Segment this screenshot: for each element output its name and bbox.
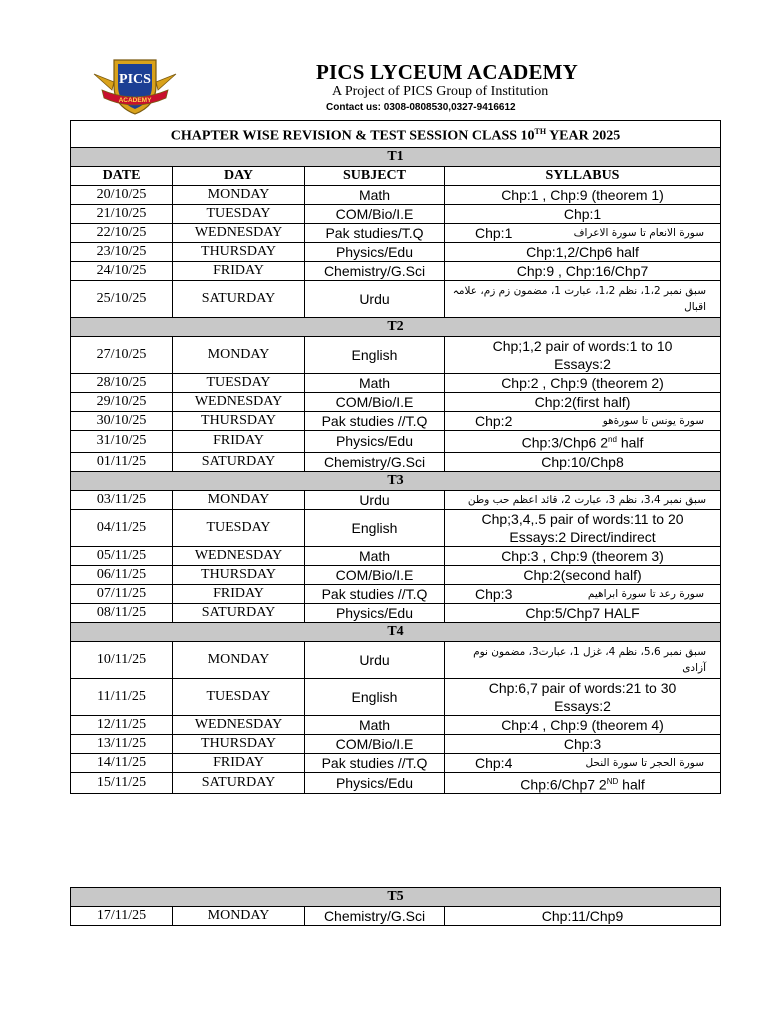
day-cell: THURSDAY <box>173 565 305 584</box>
term-label: T5 <box>71 888 721 907</box>
day-cell: FRIDAY <box>173 753 305 772</box>
subject-cell: English <box>305 678 445 715</box>
table-row <box>71 243 721 262</box>
table-title-sup: TH <box>534 126 547 136</box>
table-row <box>71 734 721 753</box>
syllabus-line: Essays:2 <box>554 356 611 372</box>
date-cell: 17/11/25 <box>71 907 173 926</box>
date-cell: 01/11/25 <box>71 452 173 471</box>
subject-cell: Urdu <box>305 641 445 678</box>
table-row <box>71 584 721 603</box>
day-cell: FRIDAY <box>173 584 305 603</box>
day-cell: THURSDAY <box>173 734 305 753</box>
day-cell: MONDAY <box>173 907 305 926</box>
day-cell: TUESDAY <box>173 374 305 393</box>
date-cell: 07/11/25 <box>71 584 173 603</box>
subject-cell: Physics/Edu <box>305 431 445 453</box>
syllabus-chapter: Chp:2 <box>475 413 513 429</box>
syllabus-line: Chp:6,7 pair of words:21 to 30 <box>488 679 677 696</box>
syllabus-cell: Chp:11/Chp9 <box>445 907 721 926</box>
table-title <box>71 121 721 148</box>
syllabus-urdu: سورة الانعام تا سورة الاعراف <box>573 227 705 239</box>
date-cell: 08/11/25 <box>71 603 173 622</box>
subject-cell: Pak studies //T.Q <box>305 584 445 603</box>
syllabus-cell <box>445 641 721 678</box>
syllabus-cell: Chp:10/Chp8 <box>445 452 721 471</box>
syllabus-cell: Chp:1,2/Chp6 half <box>445 243 721 262</box>
syllabus-cell: Chp:3 , Chp:9 (theorem 3) <box>445 546 721 565</box>
syllabus-text: Chp:6/Chp7 2 <box>520 776 607 793</box>
header-row <box>71 167 721 186</box>
table-row <box>71 546 721 565</box>
subject-cell: Math <box>305 374 445 393</box>
day-cell: THURSDAY <box>173 412 305 431</box>
syllabus-tail: half <box>616 434 644 451</box>
day-cell: SATURDAY <box>173 452 305 471</box>
syllabus-line: Essays:2 <box>554 697 611 714</box>
day-cell: WEDNESDAY <box>173 715 305 734</box>
syllabus-cell <box>445 490 721 509</box>
subject-cell: COM/Bio/I.E <box>305 734 445 753</box>
syllabus-cell <box>445 431 721 453</box>
academy-logo <box>92 56 178 118</box>
schedule-table-t5 <box>70 887 721 926</box>
date-cell: 22/10/25 <box>71 224 173 243</box>
subject-cell: COM/Bio/I.E <box>305 565 445 584</box>
syllabus-cell <box>445 337 721 374</box>
subject-cell: Chemistry/G.Sci <box>305 262 445 281</box>
page-header <box>0 0 768 118</box>
table-row <box>71 412 721 431</box>
day-cell: THURSDAY <box>173 243 305 262</box>
table-row <box>71 393 721 412</box>
syllabus-ordinal: ND <box>606 776 619 786</box>
term-label: T4 <box>71 622 721 641</box>
date-cell: 24/10/25 <box>71 262 173 281</box>
table-row <box>71 678 721 715</box>
subject-cell: Pak studies/T.Q <box>305 224 445 243</box>
subject-cell: Pak studies //T.Q <box>305 412 445 431</box>
subject-cell: Chemistry/G.Sci <box>305 907 445 926</box>
subject-cell: Physics/Edu <box>305 243 445 262</box>
syllabus-line: Chp;3,4,.5 pair of words:11 to 20 <box>481 510 684 527</box>
date-cell: 06/11/25 <box>71 565 173 584</box>
day-cell: WEDNESDAY <box>173 224 305 243</box>
subject-cell: Urdu <box>305 490 445 509</box>
subject-cell: COM/Bio/I.E <box>305 205 445 224</box>
subject-cell: English <box>305 337 445 374</box>
date-cell: 15/11/25 <box>71 772 173 794</box>
table-row <box>71 907 721 926</box>
syllabus-urdu: سبق نمبر 5،6، نظم 4، غزل 1، عبارت3، مضمون نوم آزادی <box>473 645 707 674</box>
subject-cell: Math <box>305 715 445 734</box>
day-cell: MONDAY <box>173 641 305 678</box>
date-cell: 04/11/25 <box>71 509 173 546</box>
subject-cell: Pak studies //T.Q <box>305 753 445 772</box>
syllabus-cell <box>445 509 721 546</box>
term-row <box>71 471 721 490</box>
table-title-year: YEAR 2025 <box>546 128 621 144</box>
syllabus-cell <box>445 772 721 794</box>
date-cell: 23/10/25 <box>71 243 173 262</box>
table-row <box>71 490 721 509</box>
date-cell: 14/11/25 <box>71 753 173 772</box>
syllabus-chapter: Chp:4 <box>475 754 513 771</box>
syllabus-text: Chp:3/Chp6 2 <box>521 434 609 451</box>
table-row <box>71 186 721 205</box>
table-row <box>71 431 721 453</box>
date-cell: 11/11/25 <box>71 678 173 715</box>
syllabus-cell: Chp:4 , Chp:9 (theorem 4) <box>445 715 721 734</box>
date-cell: 30/10/25 <box>71 412 173 431</box>
syllabus-cell <box>445 678 721 715</box>
logo-ribbon-text: ACADEMY <box>118 97 152 104</box>
day-cell: MONDAY <box>173 337 305 374</box>
day-cell: SATURDAY <box>173 772 305 794</box>
date-cell: 12/11/25 <box>71 715 173 734</box>
table-row <box>71 374 721 393</box>
day-cell: TUESDAY <box>173 509 305 546</box>
date-cell: 29/10/25 <box>71 393 173 412</box>
term-label: T1 <box>71 148 721 167</box>
table-row <box>71 772 721 794</box>
syllabus-cell <box>445 412 721 431</box>
col-header-syllabus: SYLLABUS <box>445 167 721 186</box>
day-cell: FRIDAY <box>173 431 305 453</box>
term-row <box>71 148 721 167</box>
syllabus-tail: half <box>618 776 645 793</box>
term-row <box>71 888 721 907</box>
syllabus-urdu: سورة الحجر تا سورة النحل <box>585 756 705 769</box>
date-cell: 28/10/25 <box>71 374 173 393</box>
subject-cell: Urdu <box>305 281 445 318</box>
logo-text: PICS <box>119 72 151 87</box>
schedule-table <box>70 120 721 794</box>
syllabus-urdu: سبق نمبر 3،4، نظم 3، عبارت 2، قائد اعظم حب وطن <box>467 493 707 506</box>
day-cell: SATURDAY <box>173 603 305 622</box>
syllabus-cell: Chp:1 , Chp:9 (theorem 1) <box>445 186 721 205</box>
syllabus-urdu: سورة یونس تا سورةھو <box>602 415 705 427</box>
syllabus-cell: Chp:2(first half) <box>445 393 721 412</box>
date-cell: 05/11/25 <box>71 546 173 565</box>
syllabus-cell <box>445 753 721 772</box>
day-cell: WEDNESDAY <box>173 546 305 565</box>
syllabus-chapter: Chp:1 <box>475 225 513 241</box>
day-cell: MONDAY <box>173 490 305 509</box>
date-cell: 10/11/25 <box>71 641 173 678</box>
table-row <box>71 452 721 471</box>
col-header-date: DATE <box>71 167 173 186</box>
syllabus-cell <box>445 224 721 243</box>
syllabus-cell: Chp:3 <box>445 734 721 753</box>
syllabus-cell: Chp:2(second half) <box>445 565 721 584</box>
table-row <box>71 205 721 224</box>
table-row <box>71 262 721 281</box>
school-subtitle: A Project of PICS Group of Institution <box>332 84 549 99</box>
date-cell: 03/11/25 <box>71 490 173 509</box>
day-cell: TUESDAY <box>173 205 305 224</box>
syllabus-ordinal: nd <box>608 435 617 444</box>
table-row <box>71 641 721 678</box>
date-cell: 25/10/25 <box>71 281 173 318</box>
subject-cell: Math <box>305 186 445 205</box>
term-row <box>71 318 721 337</box>
date-cell: 31/10/25 <box>71 431 173 453</box>
day-cell: FRIDAY <box>173 262 305 281</box>
syllabus-cell <box>445 281 721 318</box>
table-row <box>71 337 721 374</box>
date-cell: 27/10/25 <box>71 337 173 374</box>
date-cell: 13/11/25 <box>71 734 173 753</box>
school-name: PICS LYCEUM ACADEMY <box>316 60 579 84</box>
day-cell: TUESDAY <box>173 678 305 715</box>
day-cell: MONDAY <box>173 186 305 205</box>
subject-cell: Physics/Edu <box>305 772 445 794</box>
table-row <box>71 509 721 546</box>
syllabus-line: Essays:2 Direct/indirect <box>509 528 656 545</box>
table-row <box>71 281 721 318</box>
syllabus-urdu: سورة رعد تا سورة ابراھیم <box>587 587 705 600</box>
syllabus-cell: Chp:9 , Chp:16/Chp7 <box>445 262 721 281</box>
term-label: T3 <box>71 471 721 490</box>
day-cell: SATURDAY <box>173 281 305 318</box>
day-cell: WEDNESDAY <box>173 393 305 412</box>
table-title-text: CHAPTER WISE REVISION & TEST SESSION CLASS 10 <box>170 128 535 144</box>
subject-cell: English <box>305 509 445 546</box>
term-label: T2 <box>71 318 721 337</box>
date-cell: 20/10/25 <box>71 186 173 205</box>
table-row <box>71 753 721 772</box>
col-header-subject: SUBJECT <box>305 167 445 186</box>
subject-cell: COM/Bio/I.E <box>305 393 445 412</box>
syllabus-cell: Chp:1 <box>445 205 721 224</box>
subject-cell: Math <box>305 546 445 565</box>
subject-cell: Chemistry/G.Sci <box>305 452 445 471</box>
school-contact: Contact us: 0308-0808530,0327-9416612 <box>326 102 516 113</box>
syllabus-cell: Chp:2 , Chp:9 (theorem 2) <box>445 374 721 393</box>
table-row <box>71 565 721 584</box>
subject-cell: Physics/Edu <box>305 603 445 622</box>
table-title-row <box>71 121 721 148</box>
syllabus-cell <box>445 584 721 603</box>
syllabus-chapter: Chp:3 <box>475 585 513 602</box>
table-row <box>71 603 721 622</box>
term-row <box>71 622 721 641</box>
syllabus-urdu: سبق نمبر 1،2، نظم 1،2، عبارت 1، مضمون زم زم، علامہ اقبال <box>452 285 707 313</box>
table-row <box>71 715 721 734</box>
col-header-day: DAY <box>173 167 305 186</box>
table-row <box>71 224 721 243</box>
syllabus-cell: Chp:5/Chp7 HALF <box>445 603 721 622</box>
syllabus-line: Chp;1,2 pair of words:1 to 10 <box>492 338 673 354</box>
date-cell: 21/10/25 <box>71 205 173 224</box>
